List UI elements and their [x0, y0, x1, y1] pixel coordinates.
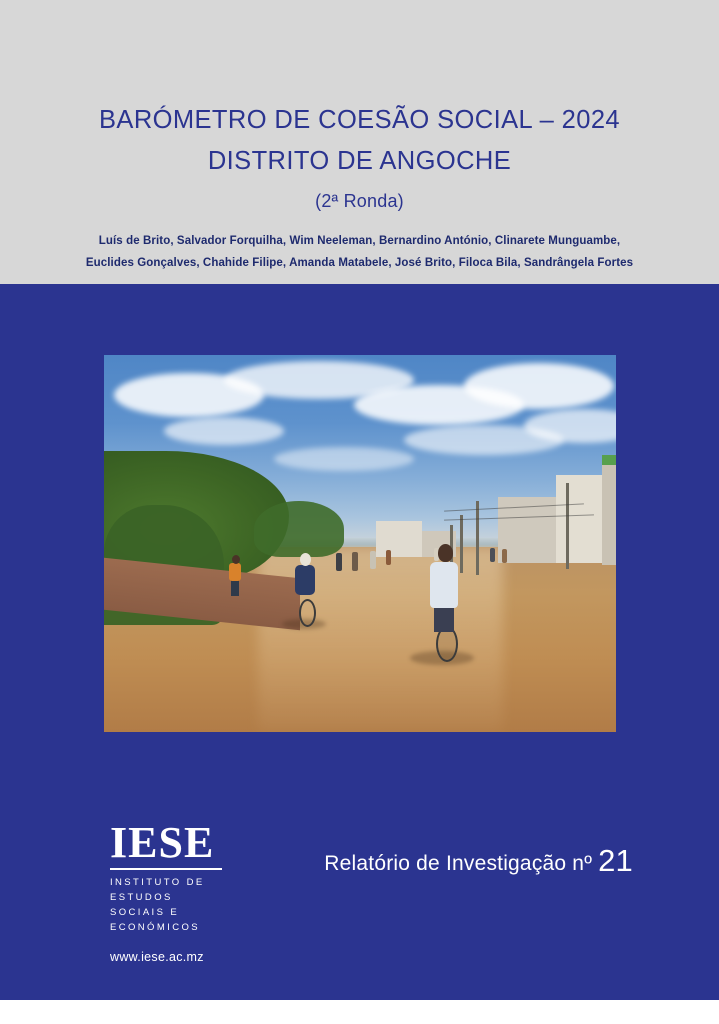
pedestrian: [370, 551, 376, 569]
cyclist-second: [289, 551, 323, 627]
report-label-text: Relatório de Investigação nº: [324, 852, 593, 875]
cyclist-legs: [434, 606, 454, 632]
pedestrian: [336, 553, 342, 571]
logo-sub-line-3: SOCIAIS E: [110, 907, 180, 918]
report-series-label: [324, 843, 633, 879]
authors-block: [0, 230, 719, 274]
cyclist-shirt: [430, 562, 458, 608]
vegetation-middle: [254, 501, 344, 557]
pedestrian-shirt: [229, 563, 241, 581]
pedestrian: [490, 548, 495, 562]
report-number: 21: [598, 843, 633, 878]
building: [602, 455, 616, 565]
pedestrian-head: [232, 555, 240, 564]
cyclist-head: [438, 544, 453, 562]
logo-subtitle: [110, 875, 230, 935]
bicycle-wheel: [299, 599, 316, 627]
cover-photo: [104, 355, 616, 732]
utility-pole: [476, 501, 479, 575]
green-roof: [602, 455, 616, 465]
logo-sub-line-1: INSTITUTO DE: [110, 877, 205, 888]
subtitle: (2ª Ronda): [315, 191, 404, 211]
authors-line-1: Luís de Brito, Salvador Forquilha, Wim Neeleman, Bernardino António, Clinarete Munguambe,: [98, 235, 621, 247]
cloud-icon: [274, 447, 414, 471]
pedestrian-legs: [231, 580, 239, 596]
logo-divider: [110, 868, 222, 870]
distant-building: [376, 521, 422, 557]
cover-photo-image: [104, 355, 616, 732]
pedestrian: [386, 550, 391, 565]
website-url[interactable]: www.iese.ac.mz: [110, 950, 204, 964]
logo-acronym: IESE: [110, 818, 215, 867]
utility-pole: [566, 483, 569, 569]
cyclist-foreground: [420, 540, 468, 660]
footer-strip: [0, 1000, 719, 1024]
cyclist-shirt: [295, 565, 315, 595]
cyclist-head: [300, 553, 311, 566]
title-line-1: BARÓMETRO DE COESÃO SOCIAL – 2024: [99, 106, 620, 134]
logo-sub-line-2: ESTUDOS: [110, 892, 173, 903]
cloud-icon: [464, 363, 614, 409]
pedestrian: [502, 549, 507, 563]
logo-sub-line-4: ECONÓMICOS: [110, 922, 200, 933]
pedestrian-orange-shirt: [228, 555, 242, 597]
authors-line-2: Euclides Gonçalves, Chahide Filipe, Amanda Matabele, José Brito, Filoca Bila, Sandrângela Fortes: [85, 257, 634, 269]
cloud-icon: [164, 417, 284, 445]
pedestrian: [352, 552, 358, 571]
title-block: [0, 100, 719, 212]
iese-logo: [110, 820, 230, 935]
title-line-2: DISTRITO DE ANGOCHE: [207, 147, 512, 175]
